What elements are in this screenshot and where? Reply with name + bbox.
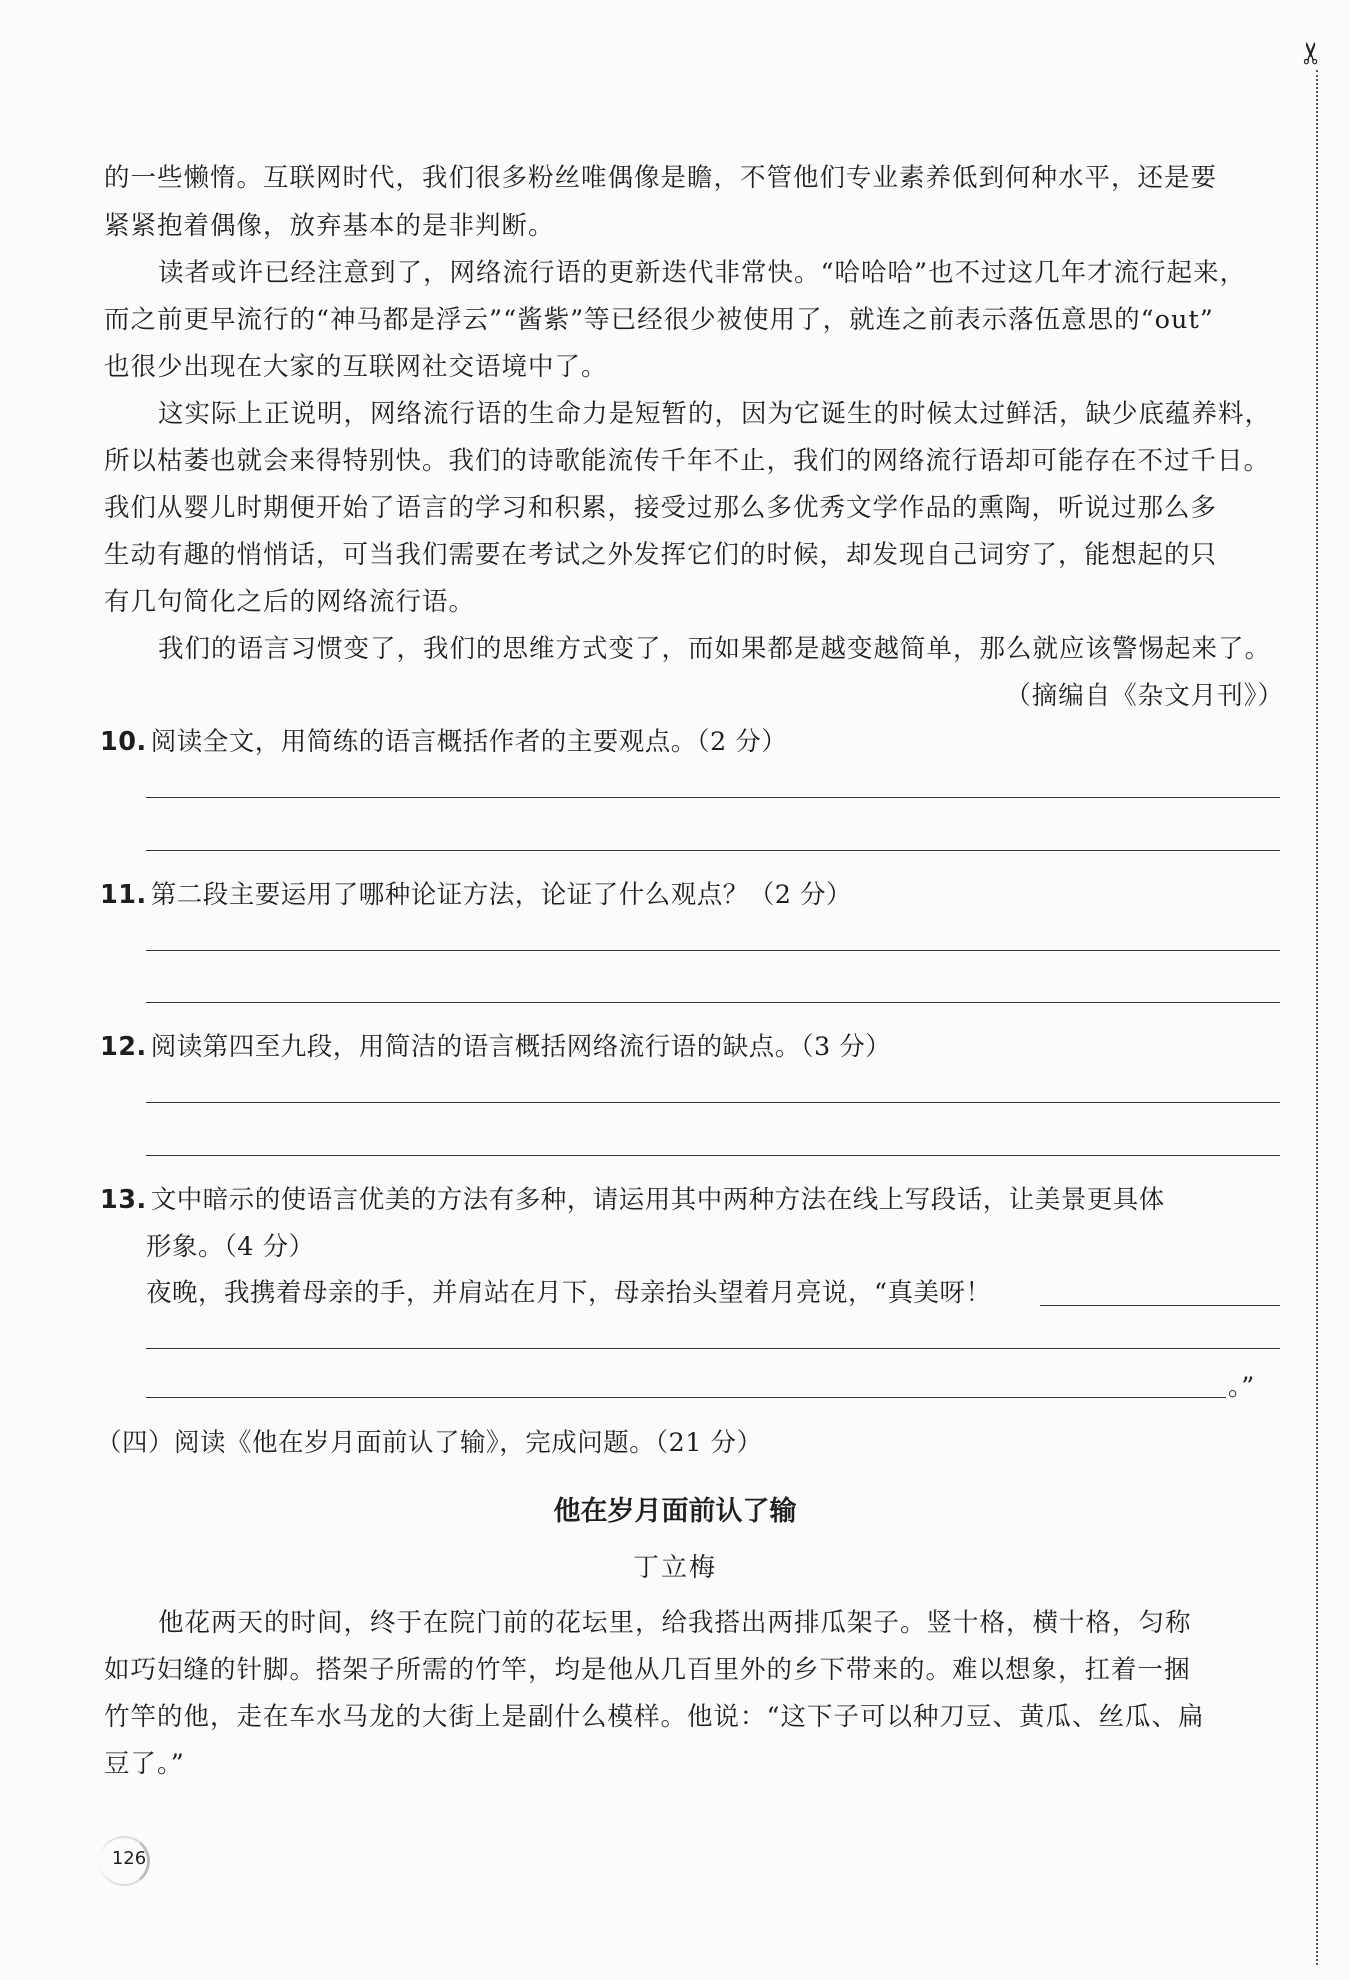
- passage-line: 有几句简化之后的网络流行语。: [104, 587, 476, 617]
- answer-line[interactable]: [146, 797, 1280, 798]
- question-number: 13.: [100, 1185, 147, 1215]
- question-prompt: 夜晚，我携着母亲的手，并肩站在月下，母亲抬头望着月亮说，“真美呀！: [146, 1278, 992, 1308]
- page-number: 126: [103, 1838, 155, 1880]
- article-author: 丁立梅: [632, 1553, 717, 1583]
- passage-line: 这实际上正说明，网络流行语的生命力是短暂的，因为它诞生的时候太过鲜活，缺少底蕴养料，: [158, 399, 1272, 429]
- question-text: 阅读全文，用简练的语言概括作者的主要观点。（2 分）: [150, 727, 788, 757]
- article-line: 豆了。”: [104, 1749, 185, 1779]
- answer-line[interactable]: [146, 950, 1280, 951]
- question-number: 10.: [100, 727, 147, 757]
- question-10: [100, 727, 787, 757]
- passage-source: （摘编自《杂文月刊》）: [1005, 681, 1284, 711]
- passage-line: 我们的语言习惯变了，我们的思维方式变了，而如果都是越变越简单，那么就应该警惕起来了。: [158, 634, 1272, 664]
- question-text: 阅读第四至九段，用简洁的语言概括网络流行语的缺点。（3 分）: [150, 1032, 892, 1062]
- passage-line: 生动有趣的悄悄话，可当我们需要在考试之外发挥它们的时候，却发现自己词穷了，能想起的只: [104, 540, 1218, 570]
- cut-line: [1316, 70, 1318, 1965]
- article-line: 他花两天的时间，终于在院门前的花坛里，给我搭出两排瓜架子。竖十格，横十格，匀称: [158, 1608, 1192, 1638]
- answer-line[interactable]: [146, 1397, 1226, 1398]
- article-line: 竹竿的他，走在车水马龙的大街上是副什么模样。他说：“这下子可以种刀豆、黄瓜、丝瓜、扁: [104, 1702, 1205, 1732]
- quote-close: 。”: [1228, 1372, 1255, 1402]
- answer-line[interactable]: [146, 1155, 1280, 1156]
- answer-line[interactable]: [1040, 1305, 1280, 1306]
- passage-line: 而之前更早流行的“神马都是浮云”“酱紫”等已经很少被使用了，就连之前表示落伍意思的“out”: [104, 305, 1214, 335]
- scissors-icon: ✂: [1294, 40, 1330, 66]
- passage-line: 我们从婴儿时期便开始了语言的学习和积累，接受过那么多优秀文学作品的熏陶，听说过那么多: [104, 493, 1218, 523]
- answer-line[interactable]: [146, 850, 1280, 851]
- answer-line[interactable]: [146, 1002, 1280, 1003]
- passage-line: 也很少出现在大家的互联网社交语境中了。: [104, 352, 608, 382]
- question-text: 形象。（4 分）: [146, 1232, 315, 1262]
- question-number: 11.: [100, 880, 147, 910]
- question-11: [100, 880, 852, 910]
- passage-line: 紧紧抱着偶像，放弃基本的是非判断。: [104, 211, 555, 241]
- section-heading: （四）阅读《他在岁月面前认了输》，完成问题。（21 分）: [96, 1428, 763, 1458]
- question-text: 文中暗示的使语言优美的方法有多种，请运用其中两种方法在线上写段话，让美景更具体: [150, 1185, 1165, 1215]
- answer-line[interactable]: [146, 1348, 1280, 1349]
- question-12: [100, 1032, 891, 1062]
- question-text: 第二段主要运用了哪种论证方法，论证了什么观点？（2 分）: [150, 880, 853, 910]
- question-number: 12.: [100, 1032, 147, 1062]
- article-line: 如巧妇缝的针脚。搭架子所需的竹竿，均是他从几百里外的乡下带来的。难以想象，扛着一捆: [104, 1655, 1191, 1685]
- article-title: 他在岁月面前认了输: [553, 1496, 797, 1527]
- passage-line: 读者或许已经注意到了，网络流行语的更新迭代非常快。“哈哈哈”也不过这几年才流行起来，: [158, 258, 1247, 288]
- passage-line: 所以枯萎也就会来得特别快。我们的诗歌能流传千年不止，我们的网络流行语却可能存在不过千日。: [104, 446, 1271, 476]
- answer-line[interactable]: [146, 1102, 1280, 1103]
- passage-line: 的一些懒惰。互联网时代，我们很多粉丝唯偶像是瞻，不管他们专业素养低到何种水平，还是要: [104, 163, 1218, 193]
- question-13: [100, 1185, 1165, 1215]
